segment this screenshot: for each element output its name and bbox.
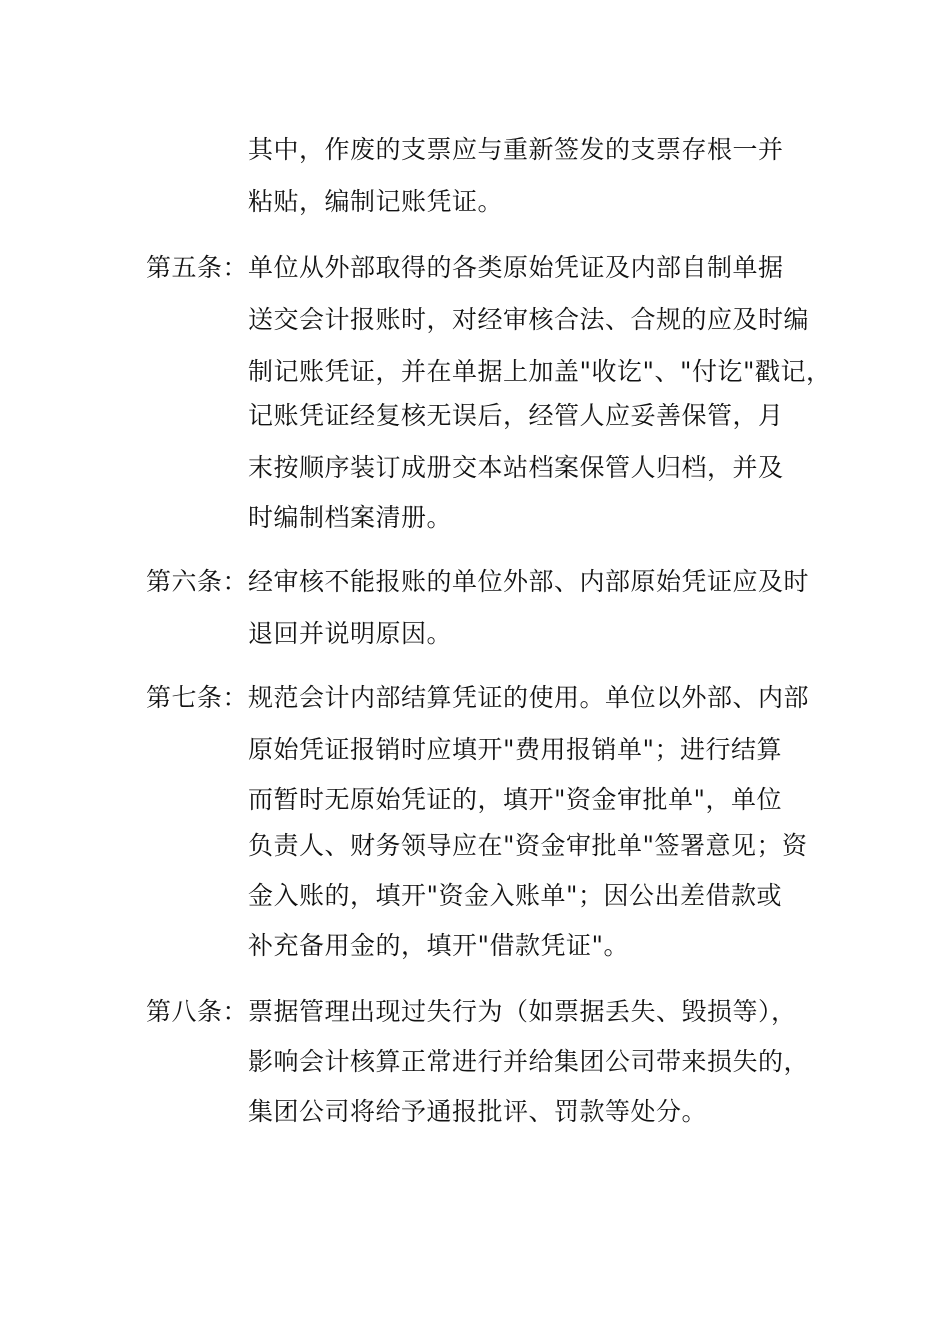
article-8-line: 集团公司将给予通报批评、罚款等处分。 — [248, 1097, 708, 1126]
article-6-line: 经审核不能报账的单位外部、内部原始凭证应及时 — [248, 567, 810, 596]
article-5-line: 时编制档案清册。 — [248, 503, 453, 532]
intro-line: 其中，作废的支票应与重新签发的支票存根一并 — [248, 135, 784, 164]
article-5-line: 单位从外部取得的各类原始凭证及内部自制单据 — [248, 253, 784, 282]
article-5-label: 第五条： — [146, 253, 249, 282]
article-7-line: 原始凭证报销时应填开"费用报销单"；进行结算 — [248, 735, 782, 764]
article-6-line: 退回并说明原因。 — [248, 619, 453, 648]
article-7-line: 负责人、财务领导应在"资金审批单"签署意见；资 — [248, 831, 808, 860]
article-7-line: 规范会计内部结算凭证的使用。单位以外部、内部 — [248, 683, 810, 712]
article-8-label: 第八条： — [146, 997, 249, 1026]
article-6-label: 第六条： — [146, 567, 249, 596]
article-5-line: 末按顺序装订成册交本站档案保管人归档，并及 — [248, 453, 784, 482]
article-5-line: 制记账凭证，并在单据上加盖"收讫"、"付讫"戳记， — [248, 357, 832, 386]
article-8-line: 影响会计核算正常进行并给集团公司带来损失的， — [248, 1047, 810, 1076]
article-5-line: 记账凭证经复核无误后，经管人应妥善保管，月 — [248, 401, 784, 430]
article-7-label: 第七条： — [146, 683, 249, 712]
article-7-line: 补充备用金的，填开"借款凭证"。 — [248, 931, 629, 960]
article-8-line: 票据管理出现过失行为（如票据丢失、毁损等）， — [248, 997, 797, 1026]
article-7-line: 金入账的，填开"资金入账单"；因公出差借款或 — [248, 881, 782, 910]
intro-line: 粘贴，编制记账凭证。 — [248, 187, 504, 216]
article-7-line: 而暂时无原始凭证的，填开"资金审批单"，单位 — [248, 785, 782, 814]
article-5-line: 送交会计报账时，对经审核合法、合规的应及时编 — [248, 305, 810, 334]
